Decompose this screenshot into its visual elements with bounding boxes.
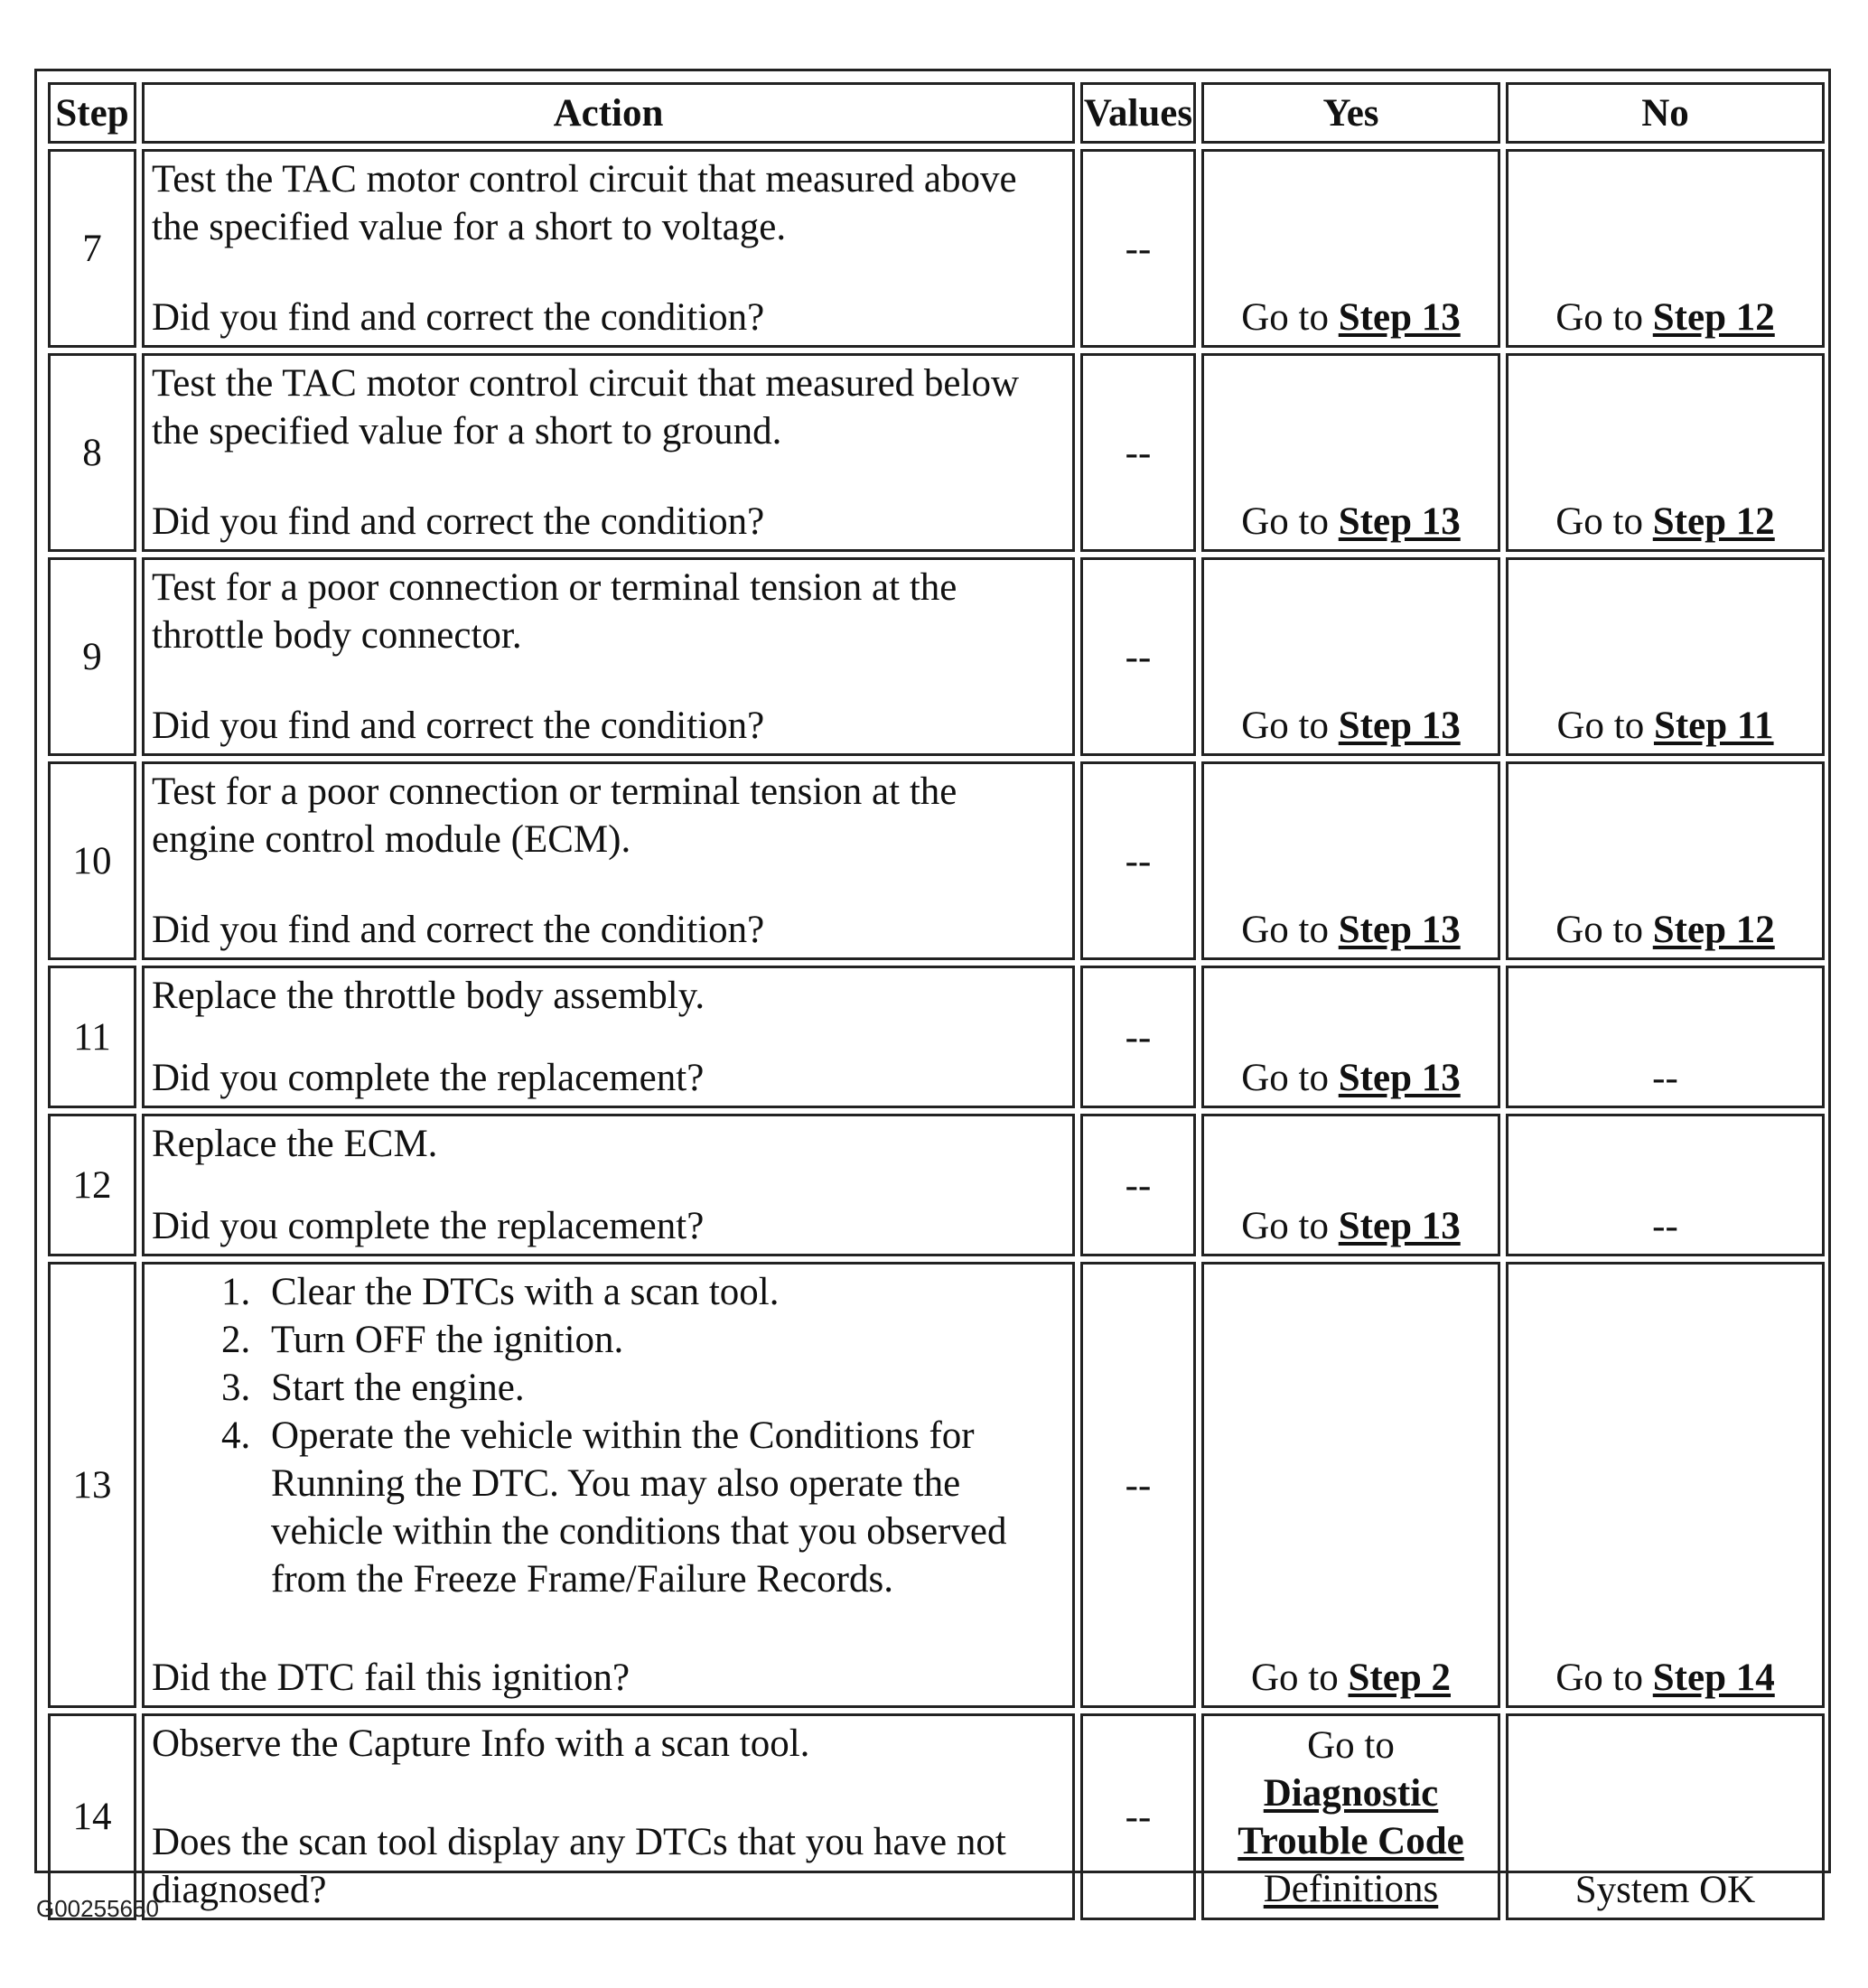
values-cell: -- — [1080, 761, 1196, 960]
values-cell: -- — [1080, 149, 1196, 348]
figure-code: G00255650 — [36, 1895, 159, 1922]
yes-prefix: Go to — [1241, 500, 1329, 543]
table-row — [48, 353, 1825, 552]
yes-cell — [1201, 353, 1500, 552]
action-question: Did you find and correct the condition? — [152, 705, 765, 747]
no-cell: System OK — [1506, 1713, 1825, 1920]
step-number: 12 — [48, 1114, 136, 1256]
header-no: No — [1506, 82, 1825, 144]
no-prefix: Go to — [1555, 1657, 1643, 1699]
yes-cell — [1201, 966, 1500, 1108]
no-prefix: Go to — [1555, 500, 1643, 543]
action-cell — [142, 761, 1075, 960]
action-cell — [142, 149, 1075, 348]
no-cell — [1506, 149, 1825, 348]
action-question: Does the scan tool display any DTCs that you have not diagnosed? — [152, 1821, 1006, 1911]
no-cell — [1506, 761, 1825, 960]
no-step-link[interactable]: Step 12 — [1652, 296, 1775, 339]
yes-step-link[interactable]: Step 2 — [1348, 1657, 1451, 1699]
action-cell — [142, 1713, 1075, 1920]
yes-prefix: Go to — [1241, 1057, 1329, 1099]
step-number: 11 — [48, 966, 136, 1108]
action-text: Test the TAC motor control circuit that measured below the specified value for a short to ground. — [152, 362, 1020, 453]
yes-step-link[interactable]: Step 13 — [1338, 1057, 1461, 1099]
action-cell — [142, 1114, 1075, 1256]
yes-cell — [1201, 1114, 1500, 1256]
yes-prefix: Go to — [1241, 909, 1329, 951]
yes-cell — [1201, 1262, 1500, 1708]
no-step-link[interactable]: Step 14 — [1652, 1657, 1775, 1699]
yes-prefix: Go to — [1251, 1657, 1339, 1699]
no-prefix: Go to — [1555, 909, 1643, 951]
values-cell: -- — [1080, 966, 1196, 1108]
step-number: 14 — [48, 1713, 136, 1920]
list-item: 1. Clear the DTCs with a scan tool. — [260, 1268, 1067, 1316]
yes-prefix: Go to — [1307, 1724, 1395, 1767]
list-item: 4. Operate the vehicle within the Conditions for Running the DTC. You may also operate the vehicle within the conditions that you observed from the Freeze Frame/Failure Records. — [260, 1412, 1067, 1603]
no-cell: -- — [1506, 1114, 1825, 1256]
action-cell — [142, 966, 1075, 1108]
table-row — [48, 761, 1825, 960]
table-row — [48, 149, 1825, 348]
no-step-link[interactable]: Step 12 — [1652, 500, 1775, 543]
header-yes: Yes — [1201, 82, 1500, 144]
action-cell — [142, 353, 1075, 552]
step-number: 10 — [48, 761, 136, 960]
yes-step-link[interactable]: Step 13 — [1338, 296, 1461, 339]
step-number: 7 — [48, 149, 136, 348]
values-cell: -- — [1080, 1114, 1196, 1256]
action-question: Did you complete the replacement? — [152, 1205, 705, 1247]
step-number: 13 — [48, 1262, 136, 1708]
yes-cell — [1201, 149, 1500, 348]
yes-step-link[interactable]: Step 13 — [1338, 909, 1461, 951]
yes-prefix: Go to — [1241, 705, 1329, 747]
action-text: Observe the Capture Info with a scan tool. — [152, 1722, 810, 1765]
yes-cell — [1201, 557, 1500, 756]
no-cell — [1506, 557, 1825, 756]
table-row — [48, 1713, 1825, 1920]
yes-cell — [1201, 761, 1500, 960]
no-step-link[interactable]: Step 12 — [1652, 909, 1775, 951]
action-text: Test for a poor connection or terminal tension at the engine control module (ECM). — [152, 770, 957, 861]
action-question: Did you find and correct the condition? — [152, 296, 765, 339]
no-cell — [1506, 353, 1825, 552]
table-row — [48, 1262, 1825, 1708]
yes-step-link[interactable]: Step 13 — [1338, 705, 1461, 747]
action-question: Did you complete the replacement? — [152, 1057, 705, 1099]
table-row — [48, 557, 1825, 756]
step-number: 8 — [48, 353, 136, 552]
table-row — [48, 966, 1825, 1108]
values-cell: -- — [1080, 1713, 1196, 1920]
dtc-definitions-link[interactable]: Trouble Code — [1238, 1820, 1464, 1862]
action-question: Did the DTC fail this ignition? — [152, 1657, 630, 1699]
table-row — [48, 1114, 1825, 1256]
header-action: Action — [142, 82, 1075, 144]
action-cell — [142, 557, 1075, 756]
no-prefix: Go to — [1556, 705, 1645, 747]
action-text: Test the TAC motor control circuit that measured above the specified value for a short to voltage. — [152, 158, 1017, 248]
list-item: 2. Turn OFF the ignition. — [260, 1316, 1067, 1364]
dtc-definitions-link[interactable]: Diagnostic — [1263, 1772, 1439, 1815]
yes-prefix: Go to — [1241, 1205, 1329, 1247]
action-cell — [142, 1262, 1075, 1708]
no-prefix: Go to — [1555, 296, 1643, 339]
header-values: Values — [1080, 82, 1196, 144]
no-step-link[interactable]: Step 11 — [1653, 705, 1774, 747]
values-cell: -- — [1080, 557, 1196, 756]
action-question: Did you find and correct the condition? — [152, 909, 765, 951]
no-cell — [1506, 1262, 1825, 1708]
diagnostic-table — [42, 77, 1830, 1926]
step-number: 9 — [48, 557, 136, 756]
action-text: Replace the ECM. — [152, 1123, 438, 1165]
header-step: Step — [48, 82, 136, 144]
values-cell: -- — [1080, 1262, 1196, 1708]
yes-cell — [1201, 1713, 1500, 1920]
yes-step-link[interactable]: Step 13 — [1338, 500, 1461, 543]
action-text: Test for a poor connection or terminal tension at the throttle body connector. — [152, 566, 957, 657]
values-cell: -- — [1080, 353, 1196, 552]
dtc-definitions-link[interactable]: Definitions — [1263, 1868, 1439, 1910]
list-item: 3. Start the engine. — [260, 1364, 1067, 1412]
header-row — [48, 82, 1825, 144]
no-cell: -- — [1506, 966, 1825, 1108]
action-text: Replace the throttle body assembly. — [152, 975, 705, 1017]
yes-step-link[interactable]: Step 13 — [1338, 1205, 1461, 1247]
yes-prefix: Go to — [1241, 296, 1329, 339]
action-steps-list — [152, 1268, 1067, 1603]
action-question: Did you find and correct the condition? — [152, 500, 765, 543]
